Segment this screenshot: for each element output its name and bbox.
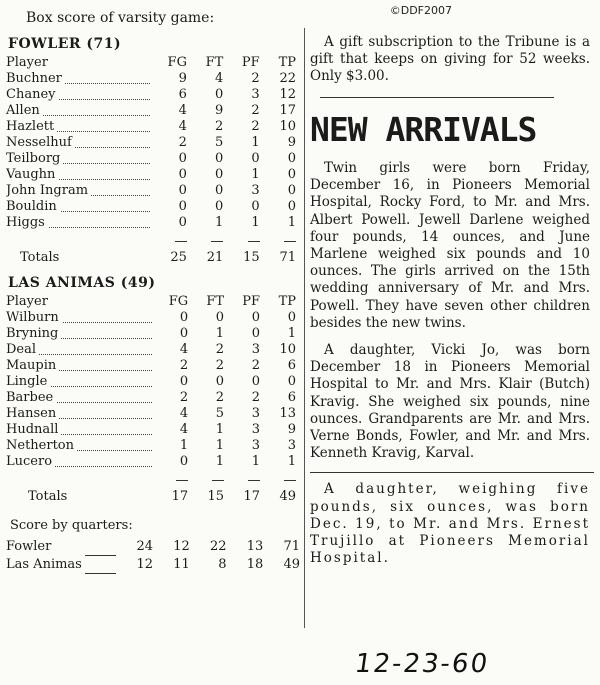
stat-pf: 2 [251, 119, 260, 134]
totals-rule-row [6, 470, 300, 486]
stat-ft: 4 [215, 71, 224, 86]
stat-ft: 2 [215, 119, 224, 134]
player-name-text: Higgs [6, 215, 48, 230]
player-row [6, 71, 300, 87]
player-row [6, 135, 300, 151]
column-header-ft: FT [206, 294, 225, 309]
player-name-text: Bryning [6, 326, 61, 341]
player-row [6, 215, 300, 231]
paragraph-divider [310, 472, 594, 473]
column-header-player: Player [6, 55, 48, 70]
player-name [6, 406, 156, 422]
totals-label: Totals [28, 489, 68, 504]
column-divider [304, 28, 305, 628]
stat-pf: 1 [251, 135, 260, 150]
player-name [6, 358, 156, 374]
player-row [6, 151, 300, 167]
sum-rule-line [284, 480, 296, 481]
stat-tp: 6 [287, 358, 296, 373]
player-name-text: Nesselhuf [6, 135, 75, 150]
total-fg: 17 [171, 489, 189, 504]
player-row [6, 199, 300, 215]
stat-fg: 0 [179, 310, 189, 325]
player-name-text: Chaney [6, 87, 58, 102]
stat-pf: 1 [251, 167, 260, 182]
stat-pf: 0 [251, 310, 261, 325]
totals-label: Totals [20, 250, 60, 265]
stat-pf: 3 [251, 342, 261, 357]
column-header-ft: FT [205, 55, 224, 70]
quarter-team: Fowler [6, 538, 52, 554]
stat-ft: 2 [215, 342, 225, 357]
total-ft: 15 [207, 489, 225, 504]
stat-tp: 12 [279, 87, 296, 102]
player-name-text: Hansen [6, 406, 59, 421]
stat-tp: 10 [279, 119, 296, 134]
player-name-text: Maupin [6, 358, 59, 373]
stat-ft: 1 [215, 326, 225, 341]
stat-pf: 1 [251, 454, 261, 469]
stat-pf: 0 [251, 151, 260, 166]
stat-fg: 4 [179, 422, 189, 437]
player-name-text: Hazlett [6, 119, 57, 134]
stat-fg: 4 [178, 103, 187, 118]
gift-subscription-notice: A gift subscription to the Tribune is a gift that keeps on giving for 52 weeks. Only $3.00. [310, 34, 590, 84]
stat-ft: 2 [215, 390, 225, 405]
player-row [6, 422, 300, 438]
quarter-team: Las Animas [6, 556, 82, 572]
arrival-paragraph: A daughter, weighing five pounds, six ounces, was born Dec. 19, to Mr. and Mrs. Ernest Trujillo at Pioneers Memorial Hospital. [310, 481, 590, 567]
stat-tp: 0 [287, 151, 296, 166]
player-name [6, 326, 156, 342]
spacer [6, 231, 154, 247]
stat-fg: 2 [178, 135, 187, 150]
stat-fg: 1 [179, 438, 189, 453]
stat-tp: 17 [279, 103, 296, 118]
stat-pf: 1 [251, 215, 260, 230]
stat-tp: 0 [287, 310, 296, 325]
player-name-text: Deal [6, 342, 39, 357]
stat-pf: 0 [251, 326, 261, 341]
stat-fg: 0 [179, 374, 189, 389]
stat-fg: 0 [179, 454, 189, 469]
sum-rule [228, 470, 264, 486]
stat-tp: 0 [287, 374, 296, 389]
totals-row [6, 247, 300, 269]
sum-rule [264, 231, 300, 247]
player-name [6, 199, 154, 215]
player-row [6, 438, 300, 454]
arrival-paragraph: Twin girls were born Friday, December 16, in Pioneers Memorial Hospital, Rocky Ford, to Mr. and Mrs. Albert Powell. Jewell Darlene weighed four pounds, 14 ounces, and June Marlene weighed six pounds and 10 ounces. The girls arrived on the 15th wedding anniversary of Mr. and Mrs. Powell. They have seven other children besides the new twins. [310, 160, 590, 331]
player-row [6, 167, 300, 183]
player-name-text: Lingle [6, 374, 50, 389]
totals-row [6, 486, 300, 508]
stat-fg: 0 [178, 167, 187, 182]
player-name [6, 374, 156, 390]
stat-tp: 1 [287, 215, 296, 230]
team-heading-las-animas: LAS ANIMAS (49) [8, 275, 156, 291]
total-tp: 71 [279, 250, 296, 265]
arrival-paragraph: A daughter, Vicki Jo, was born December 18 in Pioneers Memorial Hospital to Mr. and Mrs. Klair (Butch) Kravig. She weighed six pounds, nine ounces. Grandparents are Mr. and Mrs. Verne Bonds, Fowler, and Mr. and Mrs. Kenneth Kravig, Karval. [310, 342, 590, 462]
sum-rule [227, 231, 263, 247]
stat-fg: 4 [179, 406, 189, 421]
total-tp: 49 [279, 489, 296, 504]
quarter-row [6, 556, 300, 574]
column-header-pf: PF [241, 55, 260, 70]
stat-pf: 2 [251, 358, 261, 373]
player-row [6, 103, 300, 119]
stat-tp: 1 [287, 326, 296, 341]
stat-ft: 1 [215, 215, 224, 230]
player-row [6, 358, 300, 374]
leader-line [85, 538, 116, 556]
stat-ft: 2 [215, 358, 225, 373]
player-name-text: Teilborg [6, 151, 63, 166]
column-header-player: Player [6, 294, 48, 309]
stat-pf: 2 [251, 71, 260, 86]
notice-divider [320, 97, 554, 98]
stat-ft: 5 [215, 135, 224, 150]
quarter-score-q1: 12 [136, 556, 154, 572]
player-name-text: Buchner [6, 71, 65, 86]
player-row [6, 454, 300, 470]
stat-ft: 0 [215, 310, 225, 325]
stat-fg: 0 [178, 215, 187, 230]
box-score-heading: Box score of varsity game: [26, 10, 215, 26]
player-name-text: Lucero [6, 454, 55, 469]
sum-rule-line [176, 480, 188, 481]
sum-rule [192, 470, 228, 486]
sum-rule-line [248, 241, 260, 242]
stat-ft: 0 [215, 167, 224, 182]
player-row [6, 342, 300, 358]
stat-tp: 0 [287, 183, 296, 198]
stat-fg: 2 [179, 390, 189, 405]
stat-fg: 0 [178, 183, 187, 198]
player-name-text: Netherton [6, 438, 77, 453]
player-row [6, 119, 300, 135]
column-header-row [6, 294, 300, 310]
stat-pf: 3 [251, 87, 260, 102]
stat-ft: 0 [215, 199, 224, 214]
copyright-watermark: ©DDF2007 [389, 4, 452, 17]
player-name-text: Hudnall [6, 422, 61, 437]
quarter-final: 71 [283, 538, 300, 554]
total-pf: 17 [243, 489, 261, 504]
sum-rule-line [211, 241, 223, 242]
stat-tp: 6 [287, 390, 296, 405]
sum-rule [191, 231, 227, 247]
stat-pf: 3 [251, 406, 261, 421]
stat-pf: 0 [251, 199, 260, 214]
quarter-score-q1: 24 [136, 538, 154, 554]
column-header-fg: FG [167, 55, 187, 70]
quarter-score-q3: 22 [209, 538, 227, 554]
quarter-score-q2: 12 [173, 538, 190, 554]
stat-fg: 4 [179, 342, 189, 357]
player-name [6, 183, 154, 199]
player-name [6, 342, 156, 358]
player-name-text: Vaughn [6, 167, 58, 182]
sum-rule-line [212, 480, 224, 481]
player-name [6, 103, 154, 119]
stat-ft: 1 [215, 454, 225, 469]
team-heading-fowler: FOWLER (71) [8, 36, 122, 52]
quarter-final: 49 [283, 556, 300, 572]
sum-rule [154, 231, 191, 247]
stat-fg: 9 [178, 71, 187, 86]
player-name [6, 215, 154, 231]
sum-rule-line [284, 241, 296, 242]
stat-tp: 0 [287, 167, 296, 182]
player-row [6, 406, 300, 422]
total-pf: 15 [243, 250, 260, 265]
player-name [6, 390, 156, 406]
player-name [6, 87, 154, 103]
quarter-row [6, 538, 300, 556]
stat-fg: 2 [179, 358, 189, 373]
stat-ft: 1 [215, 422, 225, 437]
sum-rule [264, 470, 300, 486]
player-name [6, 167, 154, 183]
column-header-tp: TP [278, 294, 296, 309]
player-name [6, 151, 154, 167]
player-name [6, 310, 156, 326]
quarter-score-q3: 8 [218, 556, 227, 572]
stat-tp: 3 [287, 438, 296, 453]
stat-ft: 0 [215, 183, 224, 198]
player-name [6, 135, 154, 151]
player-name [6, 119, 154, 135]
quarter-score-q2: 11 [173, 556, 190, 572]
player-row [6, 374, 300, 390]
column-header-row [6, 55, 300, 71]
sum-rule [156, 470, 192, 486]
sum-rule-line [175, 241, 187, 242]
player-row [6, 183, 300, 199]
new-arrivals-headline: NEW ARRIVALS [310, 110, 537, 149]
quarter-score-q4: 13 [246, 538, 264, 554]
stat-tp: 1 [287, 454, 296, 469]
player-name-text: John Ingram [6, 183, 91, 198]
player-row [6, 310, 300, 326]
player-name-text: Allen [6, 103, 43, 118]
column-header-pf: PF [242, 294, 261, 309]
stat-pf: 3 [251, 183, 260, 198]
player-name [6, 454, 156, 470]
stat-fg: 0 [179, 326, 189, 341]
stat-pf: 2 [251, 390, 261, 405]
stat-pf: 2 [251, 103, 260, 118]
stat-tp: 13 [279, 406, 296, 421]
player-name-text: Bouldin [6, 199, 60, 214]
sum-rule-line [248, 480, 260, 481]
player-row [6, 390, 300, 406]
right-column-clipping [310, 34, 594, 632]
stat-pf: 3 [251, 422, 261, 437]
stat-fg: 4 [178, 119, 187, 134]
player-name [6, 438, 156, 454]
spacer [6, 470, 156, 486]
stat-tp: 10 [279, 342, 296, 357]
player-name-text: Barbee [6, 390, 56, 405]
stat-ft: 5 [215, 406, 225, 421]
stat-ft: 1 [215, 438, 225, 453]
stat-fg: 0 [178, 199, 187, 214]
quarters-heading: Score by quarters: [10, 518, 133, 533]
box-score-table-las-animas [6, 294, 300, 508]
totals-rule-row [6, 231, 300, 247]
stat-fg: 0 [178, 151, 187, 166]
stat-tp: 9 [287, 135, 296, 150]
stat-tp: 9 [287, 422, 296, 437]
player-name [6, 422, 156, 438]
stat-tp: 22 [279, 71, 296, 86]
box-score-table-fowler [6, 55, 300, 269]
player-name [6, 71, 154, 87]
quarter-score-q4: 18 [246, 556, 264, 572]
stat-ft: 0 [215, 374, 225, 389]
stat-fg: 6 [178, 87, 187, 102]
column-header-tp: TP [278, 55, 296, 70]
stat-pf: 3 [251, 438, 261, 453]
leader-line [85, 556, 116, 574]
column-header-fg: FG [168, 294, 189, 309]
player-row [6, 87, 300, 103]
player-name-text: Wilburn [6, 310, 62, 325]
stat-ft: 0 [215, 87, 224, 102]
stat-ft: 9 [215, 103, 224, 118]
total-fg: 25 [170, 250, 187, 265]
stat-ft: 0 [215, 151, 224, 166]
stat-tp: 0 [287, 199, 296, 214]
total-ft: 21 [206, 250, 224, 265]
score-by-quarters-table [6, 538, 300, 574]
handwritten-date: 12-23-60 [352, 649, 492, 679]
stat-pf: 0 [251, 374, 261, 389]
box-score-clipping [6, 10, 304, 632]
player-row [6, 326, 300, 342]
